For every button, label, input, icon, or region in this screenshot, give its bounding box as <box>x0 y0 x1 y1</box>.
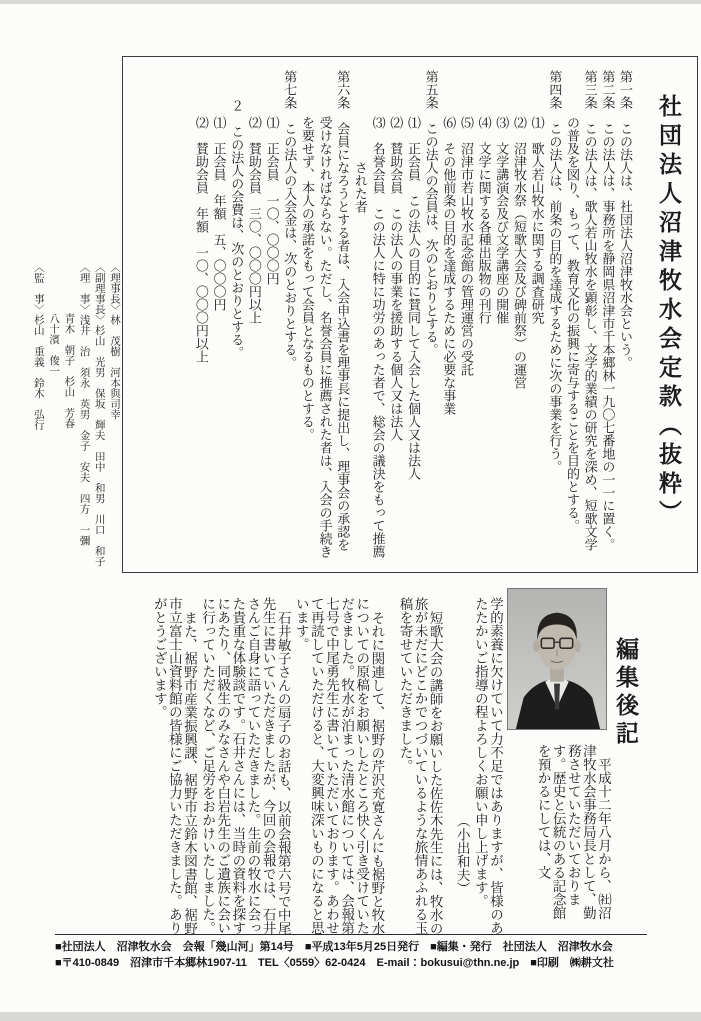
edit-note-paragraph: 石井敏子さんの扇子のお話も、以前会報第六号で中尾先生に書いていただきましたが、今回の会報では、石井さんご自身に語っていただきました。生前の牧水に会った貴重な体験談です。石井さんには、当時の資料を探すにあたり、同級生のみなさんや白岩先生のご遺族に会いに行っていただくなど、ご足労をおかけいたしました。 <box>200 597 291 935</box>
scan-edge-top <box>0 0 701 4</box>
charter-article: 第一条 この法人は、社団法人沼津牧水会という。 <box>618 70 633 369</box>
edit-note-paragraph: （小出和夫） <box>454 813 470 895</box>
charter-section <box>122 56 698 573</box>
charter-article: 第七条 この法人の入会金は、次のとおりとする。 <box>282 70 298 369</box>
charter-article: ⑵ 沼津牧水祭（短歌大会及び碑前祭）の運営 <box>511 115 527 389</box>
charter-article: 第二条 この法人は、事務所を静岡県沼津市千本郷林一九〇七番地の一一に置く。 <box>600 70 616 551</box>
charter-article: ⑵ 賛助会員 三〇、〇〇〇円以上 <box>246 115 262 324</box>
footer-line-2: ■〒410-0849 沼津市千本郷林1907-11 TEL〈0559〉62-0424 E-mail：bokusui@thn.ne.jp ■印刷 ㈱耕文社 <box>55 957 614 969</box>
charter-article: ⑴ 正会員 一〇、〇〇〇円 <box>264 115 280 285</box>
footer <box>55 939 655 971</box>
charter-title: 社団法人沼津牧水会定款（抜粋） <box>656 94 681 529</box>
officer-column: 八十濱 俊一 <box>48 313 60 377</box>
officer-column: 青木 朝子 杉山 芳春 <box>63 313 75 429</box>
charter-article: ２ この法人の会費は、次のとおりとする。 <box>229 98 245 359</box>
officers-list <box>28 262 122 568</box>
footer-line-1: ■社団法人 沼津牧水会 会報「幾山河」第14号 ■平成13年5月25日発行 ■編集・発行 社団法人 沼津牧水会 <box>55 941 613 953</box>
officer-column: 〈監 事〉杉山 重義 鈴木 弘行 <box>32 262 44 430</box>
charter-article: ⑵ 賛助会員 この法人の事業を援助する個人又は法人 <box>388 115 404 441</box>
charter-article: ⑹ その他前条の目的を達成するために必要な事業 <box>441 115 457 415</box>
charter-article: 第六条 会員になろうとする者は、入会申込書を理事長に提出し、理事会の承認を受けなければならない。ただし、名誉会員に推薦された者は、入会の手続きを要せず、本人の承諾をもって会員となるものとする。 <box>299 70 351 558</box>
edit-note-intro: 平成十二年八月から、㈳沼津牧水会事務局長として、勤務させていただいております。歴史と伝統のある記念館を預かるにしては、文 <box>535 744 611 920</box>
officer-column: 〈理 事〉浅井 治 須永 英男 金子 安夫 四方 一彌 <box>78 262 90 546</box>
edit-note-paragraph: それに関連して、裾野の芹沢充寛さんにも裾野と牧水についての原稿をお願いしたところ快く引き受けていただきました。牧水が泊まった清水館については、会報第七号で中尾勇先生に書いていただいております。あわせて再読していただけると、大変興味深いものになると思います。 <box>293 597 385 935</box>
edit-note-paragraph: また、裾野市産業振興課、裾野市立鈴木図書館、裾野市立富士山資料館の皆様にご協力いただきました。ありがとうございます。 <box>151 597 198 935</box>
edit-note-title: 編集後記 <box>613 637 638 749</box>
edit-note-paragraph: 短歌大会の講師をお願いした佐佐木先生には、牧水の旅が未だにどこかでつづいているような旅情あふれる玉稿を寄せていただきました。 <box>397 597 443 935</box>
charter-article: 第四条 この法人は、前条の目的を達成するために次の事業を行う。 <box>547 70 563 473</box>
officer-column: 〈理事長〉林 茂樹 河本與司幸 <box>109 262 120 420</box>
charter-article: ⑶ 名誉会員 この法人に特に功労のあった者で、総会の議決をもって推薦された者 <box>352 115 386 558</box>
charter-article: 第五条 この法人の会員は、次のとおりとする。 <box>423 70 439 356</box>
portrait-photo <box>507 588 607 730</box>
portrait-photo-image <box>508 589 606 729</box>
charter-article: ⑷ 文学に関する各種出版物の刊行 <box>476 115 492 324</box>
scan-edge-bottom <box>0 1012 701 1021</box>
charter-article: ⑴ 歌人若山牧水に関する調査研究 <box>529 115 545 324</box>
charter-article: 第三条 この法人は、歌人若山牧水を顕彰し、文学的業績の研究を深め、短歌文学の普及を図り、もって、教育文化の振興に寄与することを目的とする。 <box>564 70 598 551</box>
charter-article: ⑸ 沼津市若山牧水記念館の管理運営の受託 <box>458 115 474 376</box>
edit-note-paragraph: 学的素養に欠けていて力不足ではありますが、皆様のあたたかいご指導の程よろしくお願い申し上げます。 <box>472 597 503 935</box>
edit-note-body <box>35 597 503 935</box>
officer-column: 〈副理事長〉杉山 光男 保坂 輝夫 田中 和男 川口 和子 <box>93 262 105 567</box>
charter-article: ⑴ 正会員 年額 五、〇〇〇円 <box>211 115 227 311</box>
charter-article: ⑵ 賛助会員 年額 一〇、〇〇〇円以上 <box>193 115 209 363</box>
charter-article: ⑴ 正会員 この法人の目的に賛同して入会した個人又は法人 <box>405 115 421 480</box>
charter-article: ⑶ 文学講演会及び文学講座の開催 <box>494 115 510 324</box>
footer-divider <box>55 934 647 935</box>
